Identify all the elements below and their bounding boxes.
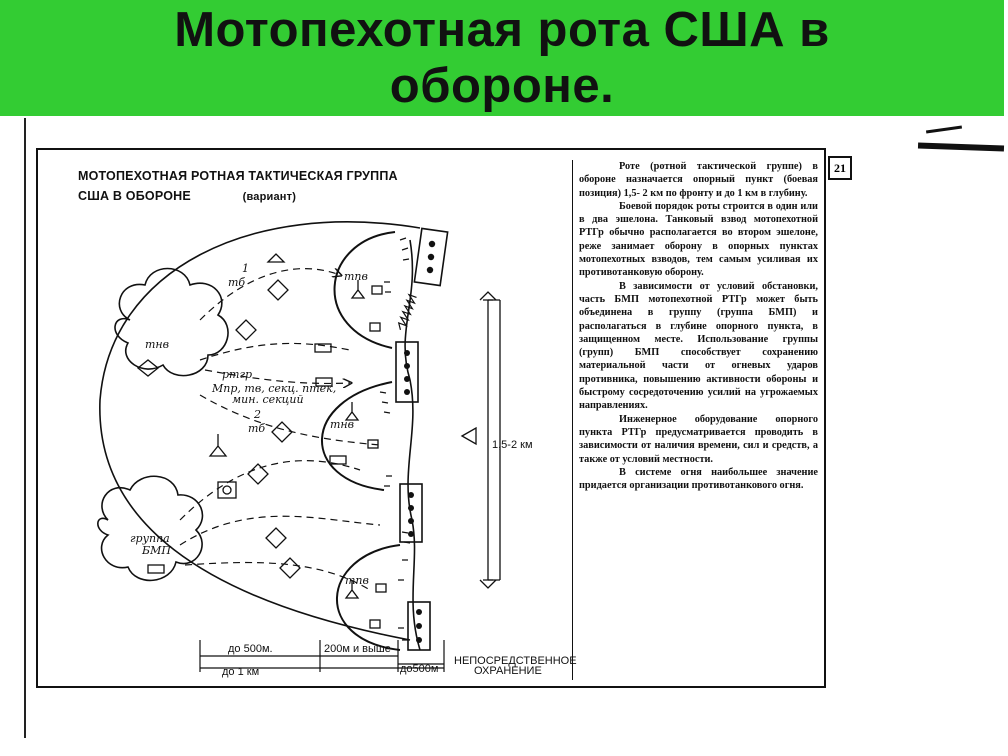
- distance-200: 200м и выше: [324, 643, 391, 655]
- trench-ticks: [380, 238, 410, 640]
- platoon-2-abbr: mб: [248, 422, 266, 435]
- security-label-1: НЕПОСРЕДСТВЕННОЕ: [454, 655, 577, 667]
- distance-500b: до500м: [400, 663, 439, 675]
- rtgr-sub-2: мин. секций: [232, 393, 304, 406]
- paragraph-1: Роте (ротной тактической группе) в обороне назначается опорный пункт (боевая позиция) 1,5- 2 км по фронту и до 1 км в глубину.: [579, 161, 818, 199]
- strongpoint-label-top: mпв: [344, 270, 368, 283]
- diagram-title-line2: США В ОБОРОНЕ: [78, 189, 191, 203]
- platoon-2-number: 2: [254, 408, 261, 421]
- bmp-group-label-2: БМП: [142, 544, 171, 557]
- paragraph-5: В системе огня наибольшее значение придается организации противотанкового огня.: [579, 466, 818, 492]
- unit-symbols: [138, 254, 386, 628]
- platoon-strongpoint-middle: [322, 382, 392, 490]
- company-area-cloud-top: [115, 269, 228, 376]
- company-area-label: mнв: [145, 338, 170, 351]
- diagram-title-line1: МОТОПЕХОТНАЯ РОТНАЯ ТАКТИЧЕСКАЯ ГРУППА: [78, 169, 398, 183]
- bmp-group-label-1: группа: [130, 532, 170, 545]
- platoon-1-number: 1: [242, 262, 249, 275]
- forward-units: [396, 228, 448, 650]
- paragraph-3: В зависимости от условий обстановки, часть БМП мотопехотной РТГр может быть объединена в группу (группа БМП) и располагаться в глубине опорного пункта, в защищенном месте. Использование группы (групп) БМП способствует сохранению материальной части от огневых ударов противника, повышению активности обороны и быстрому сосредоточению усилий на угрожаемых направлениях.: [579, 280, 818, 412]
- security-label-2: ОХРАНЕНИЕ: [474, 665, 542, 677]
- platoon-strongpoint-top: [335, 232, 395, 348]
- distance-1km: до 1 км: [222, 666, 260, 678]
- slide-title-line1: Мотопехотная рота США в: [174, 3, 830, 57]
- paragraph-4: Инженерное оборудование опорного пункта РТГр предусматривается проводить в зависимости от наличия времени, сил и средств, а также от условий местности.: [579, 413, 818, 465]
- page-number: 21: [828, 156, 852, 180]
- distance-500: до 500м.: [228, 643, 273, 655]
- rtgr-label: ртгр: [222, 368, 253, 381]
- front-width-label: 1,5-2 км: [492, 439, 533, 451]
- slide-title-line2: обороне.: [389, 59, 615, 113]
- wire-obstacle: [397, 295, 417, 332]
- strongpoint-label-bottom: mпв: [345, 574, 369, 587]
- platoon-1-abbr: mб: [228, 276, 246, 289]
- paragraph-2: Боевой порядок роты строится в один или в два эшелона. Танковый взвод мотопехотной РТГр обычно располагается во втором эшелоне, реже занимает оборону в опорных пунктах мотопехотных взводов, тем самым усиливая их противотанковую оборону.: [579, 200, 818, 279]
- diagram-variant: (вариант): [242, 191, 297, 203]
- strongpoint-label-middle: mнв: [330, 418, 355, 431]
- rtgr-sub-1: Мпр, mв, секц. птек,: [212, 382, 337, 395]
